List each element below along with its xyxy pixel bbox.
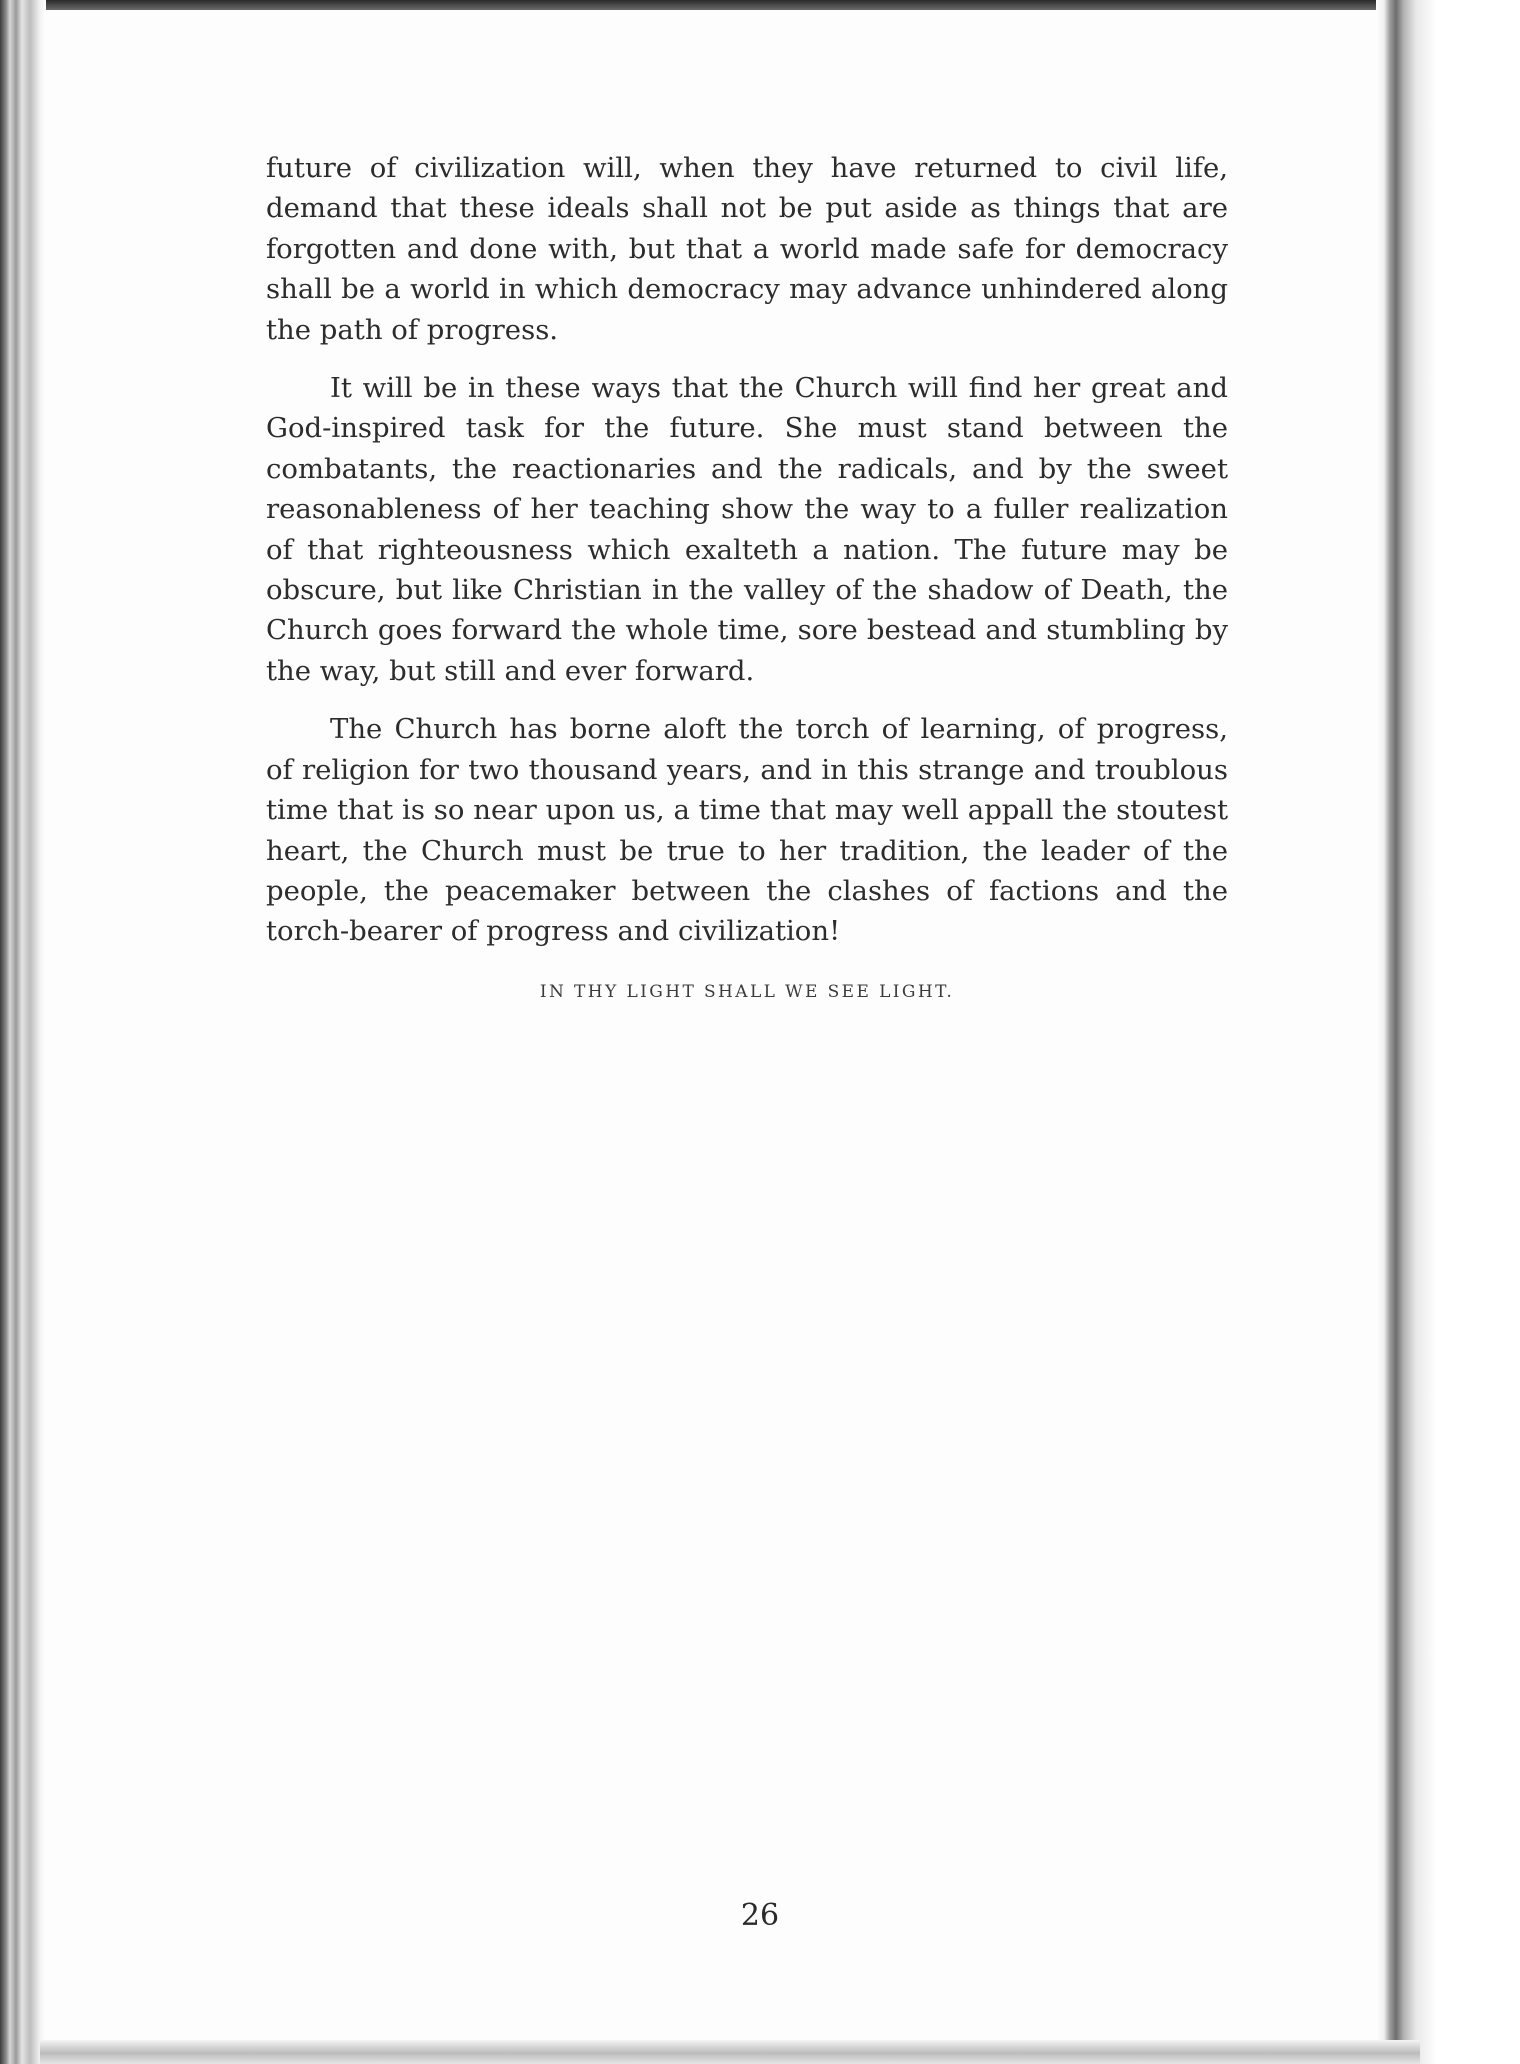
book-spine-left	[0, 0, 46, 2064]
book-edge-right	[1376, 0, 1520, 2064]
scan-top-edge	[0, 0, 1520, 10]
page-bottom-edge	[40, 2040, 1420, 2064]
closing-motto: IN THY LIGHT SHALL WE SEE LIGHT.	[539, 982, 955, 1002]
paragraph-2: It will be in these ways that the Church will find her great and God-inspired task for the future. She must stand between the combatants, the reactionaries and the radicals, and by the sweet reasonableness of her teaching show the way to a fuller realization of that righteousness which exalteth a nation. The future may be obscure, but like Christian in the valley of the shadow of Death, the Church goes forward the whole time, sore bestead and stumbling by the way, but still and ever forward.	[266, 372, 1228, 687]
page-number: 26	[740, 1898, 780, 1933]
paragraph-1: future of civilization will, when they have returned to civil life, demand that these ideals shall not be put aside as things that are forgotten and done with, but that a world made safe for democracy shall be a world in which democracy may advance unhindered along the path of progress.	[266, 152, 1228, 346]
body-text	[266, 148, 1228, 970]
paragraph-3: The Church has borne aloft the torch of learning, of progress, of religion for two thousand years, and in this strange and troublous time that is so near upon us, a time that may well appall the stoutest heart, the Church must be true to her tradition, the leader of the people, the peacemaker between the clashes of factions and the torch-bearer of progress and civilization!	[266, 713, 1228, 948]
